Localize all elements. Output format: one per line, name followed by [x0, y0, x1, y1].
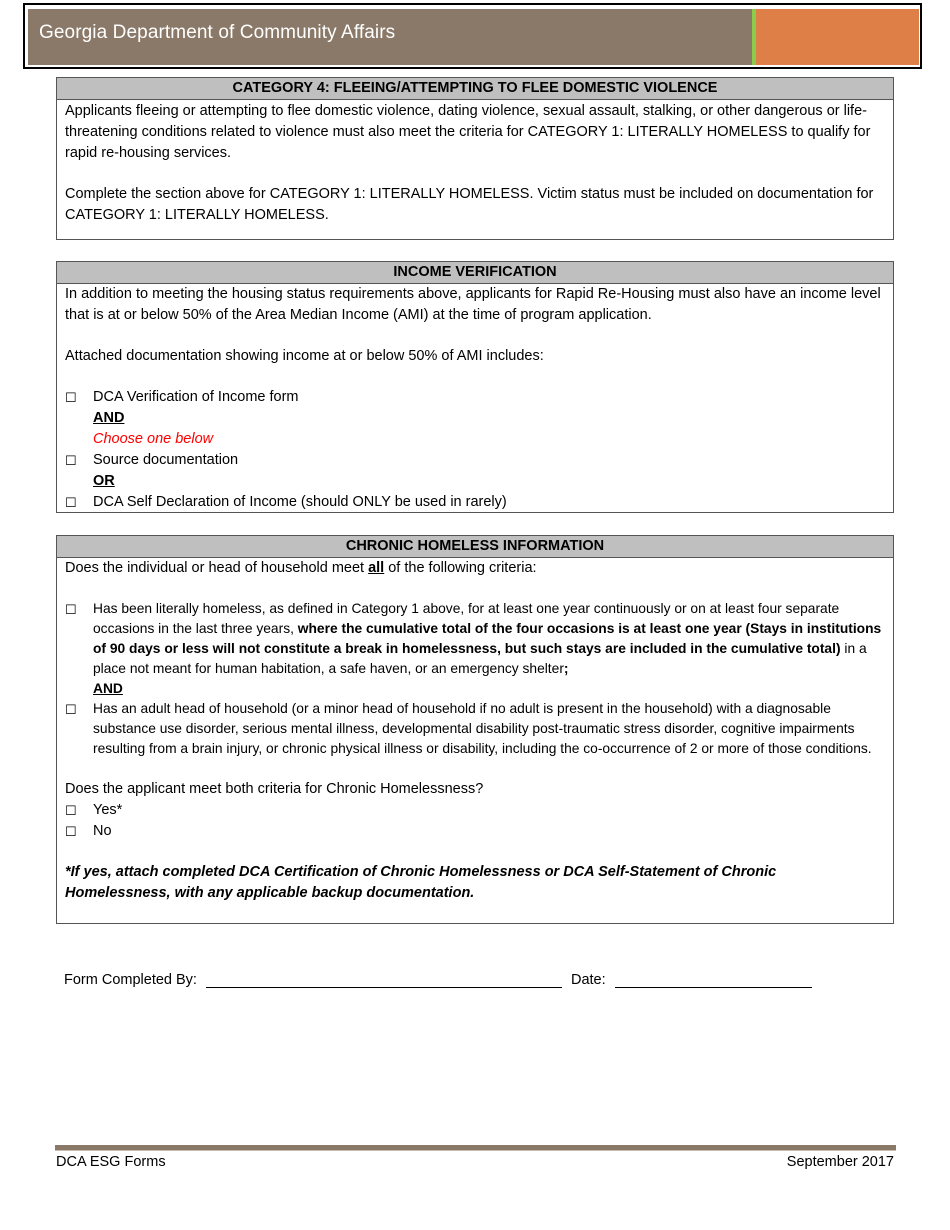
completed-by-label: Form Completed By:: [64, 972, 197, 988]
category4-paragraph-2: Complete the section above for CATEGORY 1: LITERALLY HOMELESS. Victim status must be included on documentation for CATEGORY 1: LITERALLY HOMELESS.: [65, 186, 874, 223]
date-label: Date:: [570, 972, 606, 988]
and-connector: AND: [93, 410, 125, 426]
choose-one-instruction: Choose one below: [93, 431, 214, 447]
checkbox-icon[interactable]: ☐: [65, 602, 77, 617]
chronic-heading: CHRONIC HOMELESS INFORMATION: [57, 536, 893, 558]
chronic-meet-question: Does the applicant meet both criteria for Chronic Homelessness?: [65, 781, 484, 797]
footer-form-name: DCA ESG Forms: [56, 1154, 166, 1170]
criterion-1-text: Has been literally homeless, as defined in Category 1 above, for at least one year continuously or on at least four separate occasions in the last three years, where the cumulative total of the four occasions is at least one year (Stays in institutions of 90 days or less will not constitute a break in homelessness, but such stays are included in the cumulative total) in a place not meant for human habitation, a safe haven, or an emergency shelter;: [93, 601, 882, 676]
checkbox-icon[interactable]: ☐: [65, 803, 77, 818]
chronic-criterion-2[interactable]: [65, 699, 885, 759]
income-option-source-documentation[interactable]: [65, 450, 885, 471]
option-label: DCA Verification of Income form: [93, 389, 299, 405]
chronic-section: [56, 535, 894, 924]
chronic-criterion-1[interactable]: [65, 599, 885, 679]
question-text: Does the individual or head of household meet: [65, 560, 369, 576]
checkbox-icon[interactable]: ☐: [65, 495, 77, 510]
chronic-question: [65, 558, 885, 579]
page-title: Georgia Department of Community Affairs: [39, 22, 396, 43]
category4-heading: CATEGORY 4: FLEEING/ATTEMPTING TO FLEE DOMESTIC VIOLENCE: [57, 78, 893, 100]
checkbox-icon[interactable]: ☐: [65, 824, 77, 839]
checkbox-icon[interactable]: ☐: [65, 702, 77, 717]
income-paragraph-2: Attached documentation showing income at or below 50% of AMI includes:: [65, 348, 544, 364]
category4-paragraph-1: Applicants fleeing or attempting to flee domestic violence, dating violence, sexual assault, stalking, or other dangerous or life-threatening conditions related to violence must also meet the criteria for CATEGORY 1: LITERALLY HOMELESS to qualify for rapid re-housing services.: [65, 103, 871, 161]
option-label: Yes*: [93, 802, 123, 818]
and-connector: AND: [93, 681, 123, 696]
checkbox-icon[interactable]: ☐: [65, 390, 77, 405]
checkbox-icon[interactable]: ☐: [65, 453, 77, 468]
option-label: DCA Self Declaration of Income (should ONLY be used in rarely): [93, 494, 507, 510]
option-label: No: [93, 823, 112, 839]
completed-by-field[interactable]: [206, 967, 562, 988]
question-emphasis: all: [368, 560, 385, 576]
income-paragraph-1: In addition to meeting the housing status requirements above, applicants for Rapid Re-Housing must also have an income level that is at or below 50% of the Area Median Income (AMI) at the time of program application.: [65, 286, 881, 323]
footer-divider: [55, 1145, 896, 1151]
footer-date: September 2017: [786, 1154, 894, 1170]
or-connector: OR: [93, 473, 115, 489]
criterion-2-text: Has an adult head of household (or a minor head of household if no adult is present in the household) with a diagnosable substance use disorder, serious mental illness, developmental disability post-traumatic stress disorder, cognitive impairments resulting from a brain injury, or chronic physical illness or disability, including the co-occurrence of 2 or more of those conditions.: [93, 701, 872, 756]
option-label: Source documentation: [93, 452, 239, 468]
signature-row: [64, 967, 812, 988]
income-option-self-declaration[interactable]: [65, 492, 885, 513]
option-yes[interactable]: [65, 800, 885, 821]
chronic-note: *If yes, attach completed DCA Certification of Chronic Homelessness or DCA Self-Statement of Chronic Homelessness, with any applicable backup documentation.: [65, 864, 777, 901]
date-field[interactable]: [615, 967, 812, 988]
income-section: [56, 261, 894, 513]
income-option-verification-form[interactable]: [65, 387, 885, 408]
category4-section: [56, 77, 894, 240]
option-no[interactable]: [65, 821, 885, 842]
header-accent-orange: [756, 9, 919, 65]
income-heading: INCOME VERIFICATION: [57, 262, 893, 284]
question-text-end: of the following criteria:: [384, 560, 537, 576]
